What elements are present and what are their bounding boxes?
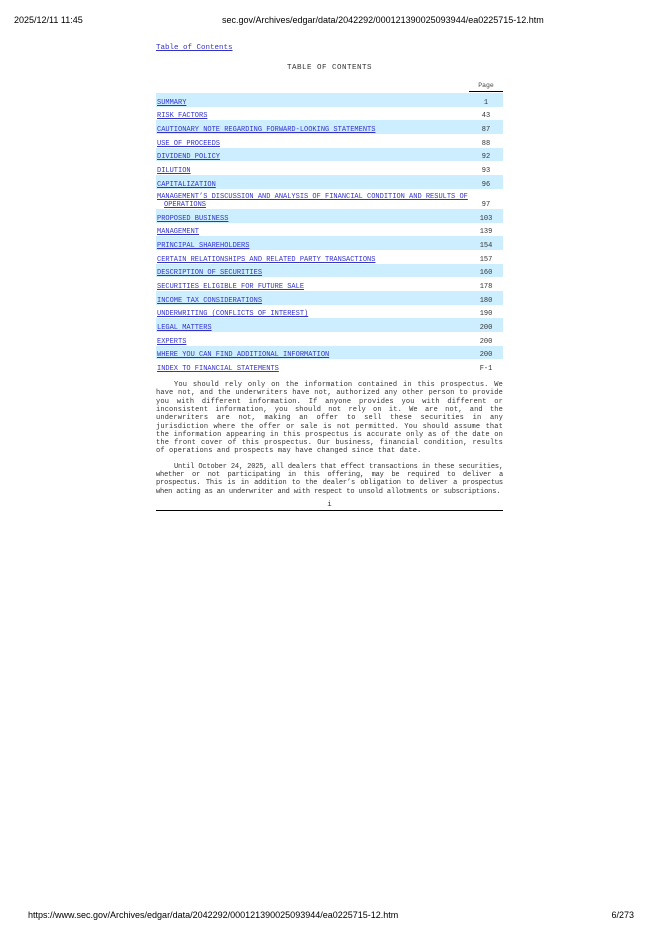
toc-page-number: 93 — [481, 167, 491, 176]
toc-entry-cell — [156, 93, 469, 107]
page-column-header: Page — [469, 82, 503, 92]
toc-row — [156, 93, 503, 107]
toc-entry-link[interactable] — [157, 215, 228, 223]
table-of-contents-link[interactable]: Table of Contents — [156, 44, 233, 52]
toc-entry-link[interactable] — [157, 228, 199, 236]
toc-page-number: 88 — [481, 139, 491, 148]
toc-entry-link[interactable] — [157, 112, 207, 120]
toc-entry-link[interactable] — [157, 242, 249, 250]
toc-row — [156, 189, 503, 209]
toc-entry-cell — [156, 175, 469, 189]
toc-title: TABLE OF CONTENTS — [286, 64, 372, 72]
toc-entry-link[interactable] — [157, 181, 216, 189]
toc-entry-title: PROPOSED BUSINESS — [157, 214, 229, 223]
toc-entry-title: MANAGEMENT’S DISCUSSION AND ANALYSIS OF FINANCIAL CONDITION AND RESULTS OF — [157, 192, 468, 201]
toc-entry-title: DIVIDEND POLICY — [157, 153, 221, 162]
toc-entry-title: UNDERWRITING (CONFLICTS OF INTEREST) — [157, 310, 309, 319]
toc-page-number: 190 — [479, 310, 493, 319]
toc-page-number: 180 — [469, 291, 503, 305]
toc-row — [156, 305, 503, 319]
toc-entry-link[interactable] — [157, 140, 220, 148]
toc-entry-title-continued: OPERATIONS — [164, 200, 207, 209]
toc-row — [156, 264, 503, 278]
toc-row — [156, 250, 503, 264]
toc-entry-link[interactable] — [157, 310, 308, 318]
toc-entry-link[interactable] — [157, 193, 469, 209]
page-column-header-row — [156, 82, 503, 92]
toc-entry-title: PRINCIPAL SHAREHOLDERS — [157, 241, 250, 250]
toc-entry-cell — [156, 277, 469, 291]
toc-row — [156, 148, 503, 162]
toc-entry-link[interactable] — [157, 338, 186, 346]
toc-row — [156, 120, 503, 134]
toc-page-number: 157 — [479, 255, 493, 264]
toc-entry-title: INCOME TAX CONSIDERATIONS — [157, 296, 263, 305]
toc-row — [156, 359, 503, 373]
print-footer-url: https://www.sec.gov/Archives/edgar/data/2042292/000121390025093944/ea0225715-12.htm — [28, 910, 399, 920]
toc-entry-title: MANAGEMENT — [157, 228, 200, 237]
toc-entry-cell — [156, 250, 469, 264]
toc-entry-cell — [156, 120, 469, 134]
toc-page-number: 43 — [481, 112, 491, 121]
toc-entry-cell — [156, 359, 469, 373]
page-number: i — [327, 500, 332, 509]
toc-row — [156, 107, 503, 121]
toc-row — [156, 223, 503, 237]
toc-entry-link[interactable] — [157, 126, 375, 134]
toc-page-number: 154 — [469, 236, 503, 250]
toc-page-number: 200 — [479, 337, 493, 346]
page-bottom-rule — [156, 510, 503, 511]
toc-entry-cell — [156, 264, 469, 278]
toc-entry-link[interactable] — [157, 351, 329, 359]
toc-row — [156, 332, 503, 346]
toc-row — [156, 277, 503, 291]
toc-entry-link[interactable] — [157, 99, 186, 107]
toc-page-number: 103 — [469, 209, 503, 223]
toc-page-number: 97 — [481, 200, 491, 209]
reliance-paragraph — [156, 381, 503, 456]
toc-page-number: 92 — [469, 148, 503, 162]
toc-entry-link[interactable] — [157, 153, 220, 161]
toc-entry-title: USE OF PROCEEDS — [157, 139, 221, 148]
toc-row — [156, 209, 503, 223]
toc-entry-link[interactable] — [157, 256, 375, 264]
toc-row — [156, 134, 503, 148]
toc-page-number: 87 — [469, 120, 503, 134]
toc-row — [156, 161, 503, 175]
toc-table — [156, 93, 503, 373]
toc-page-number: 178 — [479, 282, 493, 291]
print-header-url: sec.gov/Archives/edgar/data/2042292/000121390025093944/ea0225715-12.htm — [222, 15, 544, 25]
toc-row — [156, 175, 503, 189]
toc-entry-title: SECURITIES ELIGIBLE FOR FUTURE SALE — [157, 282, 305, 291]
toc-entry-cell — [156, 209, 469, 223]
toc-entry-title: DILUTION — [157, 167, 191, 176]
toc-entry-link[interactable] — [157, 365, 279, 373]
toc-entry-title: RISK FACTORS — [157, 112, 208, 121]
toc-page-number: 139 — [479, 228, 493, 237]
toc-entry-cell — [156, 318, 469, 332]
toc-page-number: 96 — [469, 175, 503, 189]
toc-page-number: 1 — [469, 93, 503, 107]
toc-entry-link[interactable] — [157, 167, 191, 175]
toc-page-number: 160 — [469, 264, 503, 278]
toc-entry-cell — [156, 332, 469, 346]
toc-entry-cell — [156, 189, 469, 209]
toc-entry-link[interactable] — [157, 283, 304, 291]
toc-entry-title: CAUTIONARY NOTE REGARDING FORWARD-LOOKING STATEMENTS — [157, 126, 376, 135]
document-page — [156, 36, 503, 511]
toc-entry-cell — [156, 223, 469, 237]
table-of-contents-link-row — [156, 36, 503, 54]
toc-entry-cell — [156, 134, 469, 148]
toc-entry-link[interactable] — [157, 297, 262, 305]
toc-entry-title: CAPITALIZATION — [157, 180, 216, 189]
print-header-date: 2025/12/11 11:45 — [14, 15, 83, 25]
toc-entry-title: SUMMARY — [157, 98, 187, 107]
toc-entry-link[interactable] — [157, 324, 212, 332]
toc-page-number: 200 — [469, 318, 503, 332]
toc-page-number: 200 — [469, 346, 503, 360]
reliance-paragraph-text: You should rely only on the information contained in this prospectus. We have not, and the underwriters have not, authorized any other person to provide you with different information. If anyone provides you with different or inconsistent information, you should not rely on it. We are not, and the underwriters are not, making an offer to sell these securities in any jurisdiction where the offer or sale is not permitted. You should assume that the information appearing in this prospectus is accurate only as of the date on the front cover of this prospectus. Our business, financial condition, results of operations and prospects may have changed since that date. — [156, 381, 503, 456]
toc-row — [156, 318, 503, 332]
toc-entry-title: CERTAIN RELATIONSHIPS AND RELATED PARTY TRANSACTIONS — [157, 255, 376, 264]
toc-entry-cell — [156, 148, 469, 162]
toc-row — [156, 346, 503, 360]
toc-row — [156, 291, 503, 305]
toc-entry-title: EXPERTS — [157, 337, 187, 346]
toc-entry-title: DESCRIPTION OF SECURITIES — [157, 269, 263, 278]
print-footer-page-count: 6/273 — [611, 910, 634, 920]
toc-entry-title: LEGAL MATTERS — [157, 324, 212, 332]
toc-page-number: F-1 — [479, 365, 493, 374]
toc-entry-cell — [156, 305, 469, 319]
toc-entry-title: WHERE YOU CAN FIND ADDITIONAL INFORMATION — [157, 351, 330, 360]
dealer-delivery-paragraph-text: Until October 24, 2025, all dealers that effect transactions in these securities, whether or not participating in this offering, may be required to deliver a prospectus. This is in addition to the dealer’s obligation to deliver a prospectus when acting as an underwriter and with respect to unsold allotments or subscriptions. — [156, 462, 503, 496]
toc-entry-cell — [156, 161, 469, 175]
toc-entry-cell — [156, 236, 469, 250]
toc-entry-cell — [156, 107, 469, 121]
toc-entry-cell — [156, 291, 469, 305]
toc-row — [156, 236, 503, 250]
toc-entry-link[interactable] — [157, 269, 262, 277]
toc-entry-title: INDEX TO FINANCIAL STATEMENTS — [157, 365, 279, 374]
dealer-delivery-paragraph — [156, 463, 503, 496]
toc-entry-cell — [156, 346, 469, 360]
